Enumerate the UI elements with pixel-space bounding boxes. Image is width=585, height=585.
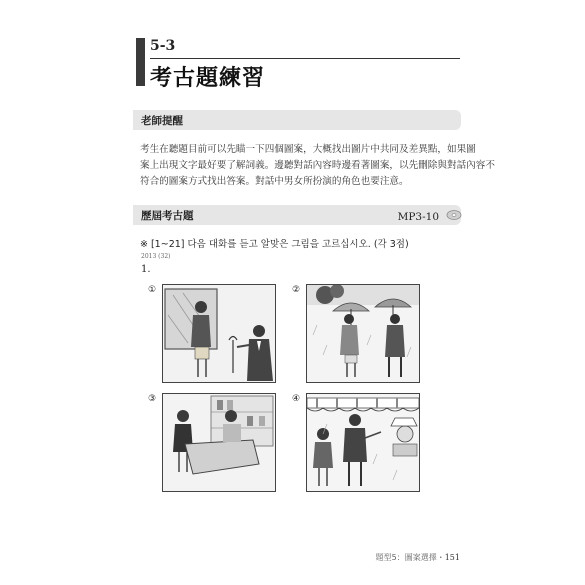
option-4-illustration[interactable]	[306, 393, 420, 492]
option-2-label: ②	[292, 285, 301, 295]
audio-disc-icon	[445, 209, 463, 221]
question-number: 1.	[141, 264, 151, 275]
option-3-illustration[interactable]	[162, 393, 276, 492]
option-1-label: ①	[148, 285, 157, 295]
exam-year: 2013 (32)	[141, 253, 171, 260]
section-title: 考古題練習	[150, 66, 266, 91]
tip-line: 考生在聽題目前可以先瞄一下四個圖案，大概找出圖片中共同及差異點，如果圖	[140, 144, 476, 155]
past-exam-heading: 歷屆考古題	[141, 210, 194, 222]
section-number: 5-3	[150, 38, 176, 54]
mp3-track-label: MP3-10	[397, 211, 439, 223]
past-exam-header	[133, 205, 461, 225]
tip-line: 符合的圖案方式找出答案。對話中男女所扮演的角色也要注意。	[140, 176, 409, 187]
teacher-tip-body	[140, 142, 495, 190]
section-marker-bar	[136, 38, 145, 86]
option-3-label: ③	[148, 394, 157, 404]
footer-separator: ・	[436, 553, 445, 562]
question-instruction: ※ [1~21] 다음 대화를 듣고 알맞은 그림을 고르십시오. (각 3점)	[140, 239, 409, 250]
tip-line: 案上出現文字最好要了解詞義。邊聽對話內容時邊看著圖案，以先刪除與對話內容不	[140, 160, 495, 171]
teacher-tip-header	[133, 110, 461, 130]
page-footer	[376, 552, 460, 563]
page-number: 151	[444, 553, 460, 562]
teacher-tip-heading: 老師提醒	[141, 115, 183, 127]
footer-chapter: 題型5：圖案選擇	[375, 553, 437, 562]
option-4-label: ④	[292, 394, 301, 404]
section-rule	[150, 58, 460, 59]
option-1-illustration[interactable]	[162, 284, 276, 383]
option-2-illustration[interactable]	[306, 284, 420, 383]
